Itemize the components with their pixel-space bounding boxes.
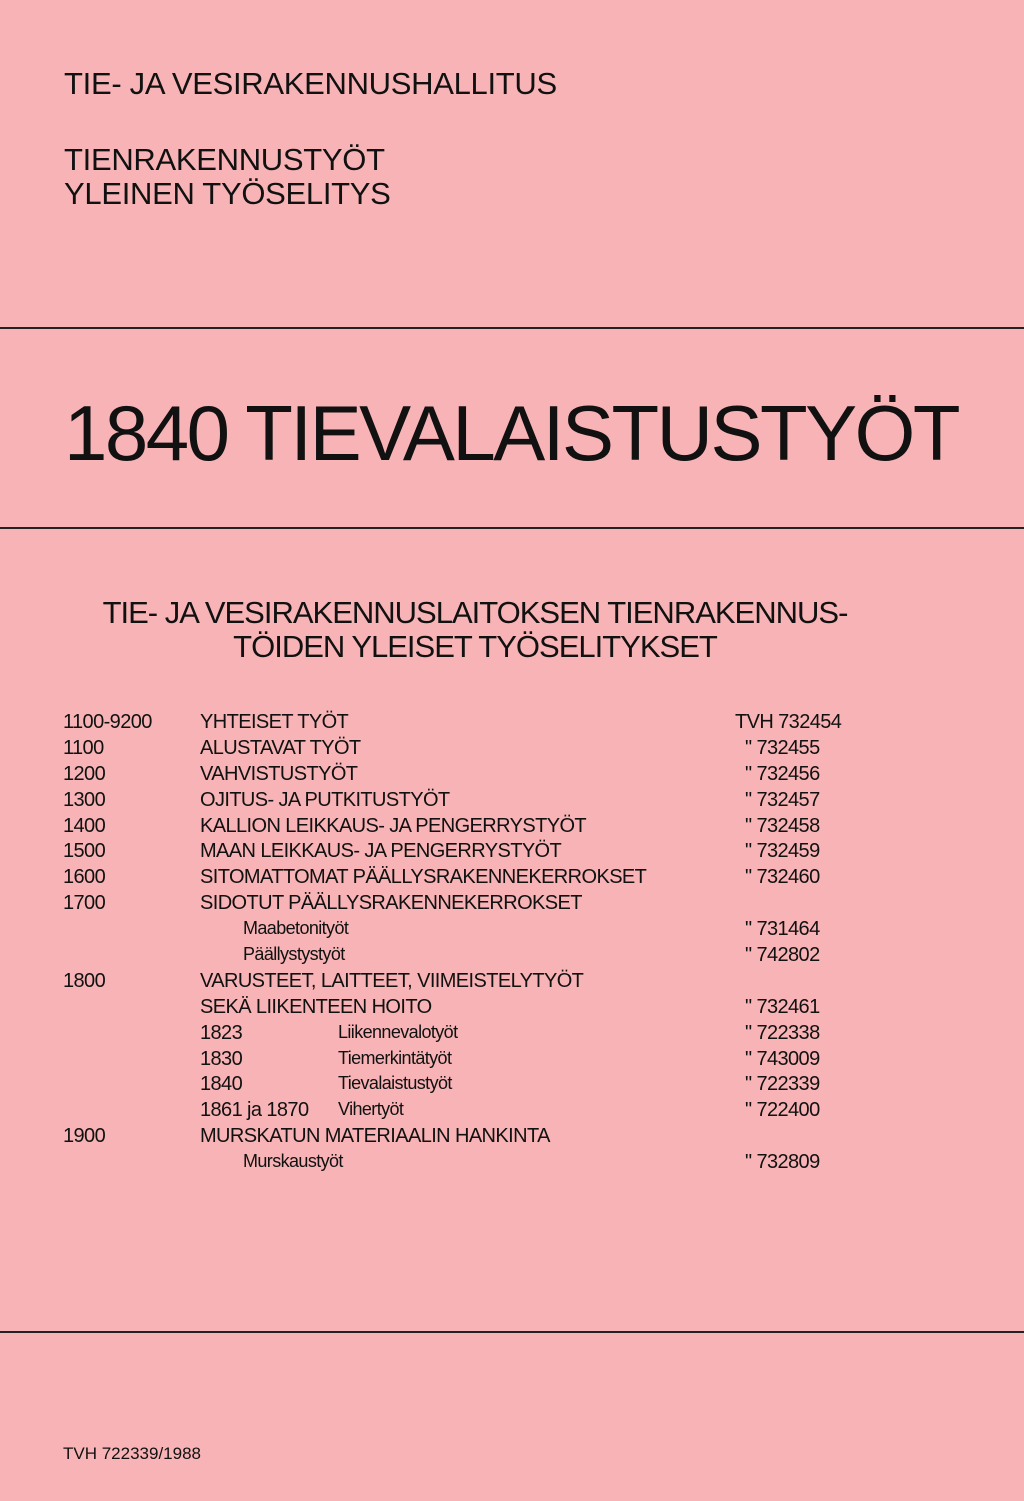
- table-row: [0, 737, 1024, 763]
- series-title-line: TIE- JA VESIRAKENNUSLAITOKSEN TIENRAKENNUS-: [102, 595, 848, 630]
- row-label: Vihertyöt: [338, 1099, 404, 1120]
- row-subcode: 1823: [200, 1021, 243, 1044]
- row-reference: " 732457: [745, 788, 820, 811]
- row-label: SITOMATTOMAT PÄÄLLYSRAKENNEKERROKSET: [200, 866, 647, 889]
- row-label: VARUSTEET, LAITTEET, VIIMEISTELYTYÖT: [200, 969, 584, 992]
- row-label: ALUSTAVAT TYÖT: [200, 736, 361, 759]
- row-reference: " 732460: [745, 866, 820, 889]
- publication-table: [0, 711, 1024, 1177]
- document-title: 1840 TIEVALAISTUSTYÖT: [64, 389, 958, 477]
- row-code: 1200: [63, 762, 106, 785]
- row-label: MAAN LEIKKAUS- JA PENGERRYSTYÖT: [200, 840, 562, 863]
- table-row: [0, 1151, 1024, 1177]
- table-row: [0, 763, 1024, 789]
- row-label: Maabetonityöt: [243, 918, 349, 939]
- row-label: MURSKATUN MATERIAALIN HANKINTA: [200, 1125, 550, 1148]
- row-label: SEKÄ LIIKENTEEN HOITO: [200, 995, 432, 1018]
- row-subcode: 1840: [200, 1073, 243, 1096]
- divider: [0, 527, 1024, 529]
- row-subcode: 1861 ja 1870: [200, 1099, 309, 1122]
- table-row: [0, 944, 1024, 970]
- row-reference: " 732455: [745, 736, 820, 759]
- table-row: [0, 1125, 1024, 1151]
- table-row: [0, 892, 1024, 918]
- organization-name: TIE- JA VESIRAKENNUSHALLITUS: [64, 66, 557, 101]
- row-label: SIDOTUT PÄÄLLYSRAKENNEKERROKSET: [200, 892, 582, 915]
- row-reference: " 722339: [745, 1073, 820, 1096]
- table-row: [0, 711, 1024, 737]
- table-row: [0, 1048, 1024, 1074]
- table-row: [0, 789, 1024, 815]
- row-label: KALLION LEIKKAUS- JA PENGERRYSTYÖT: [200, 814, 587, 837]
- table-row: [0, 1022, 1024, 1048]
- row-code: 1300: [63, 788, 106, 811]
- table-row: [0, 1099, 1024, 1125]
- divider: [0, 1331, 1024, 1333]
- row-label: OJITUS- JA PUTKITUSTYÖT: [200, 788, 450, 811]
- document-number: TVH 722339/1988: [63, 1444, 201, 1463]
- table-row: [0, 996, 1024, 1022]
- row-reference: " 732456: [745, 762, 820, 785]
- row-code: 1100-9200: [63, 711, 152, 733]
- divider: [0, 327, 1024, 329]
- row-label: Murskaustyöt: [243, 1151, 343, 1172]
- row-subcode: 1830: [200, 1047, 243, 1070]
- row-code: 1900: [63, 1125, 106, 1148]
- row-label: YHTEISET TYÖT: [200, 711, 349, 733]
- row-code: 1800: [63, 969, 106, 992]
- category-subtitle: YLEINEN TYÖSELITYS: [64, 176, 391, 211]
- series-title-line: TÖIDEN YLEISET TYÖSELITYKSET: [233, 629, 717, 664]
- row-reference: " 722338: [745, 1021, 820, 1044]
- row-code: 1600: [63, 866, 106, 889]
- row-label: VAHVISTUSTYÖT: [200, 762, 358, 785]
- row-reference: " 722400: [745, 1099, 820, 1122]
- category-title: TIENRAKENNUSTYÖT: [64, 142, 385, 177]
- row-label: Päällystystyöt: [243, 944, 345, 965]
- row-code: 1100: [63, 736, 104, 759]
- row-code: 1500: [63, 840, 106, 863]
- table-row: [0, 970, 1024, 996]
- row-label: Tievalaistustyöt: [338, 1073, 452, 1094]
- row-label: Liikennevalotyöt: [338, 1021, 458, 1042]
- row-reference: " 732809: [745, 1151, 820, 1174]
- row-reference: " 743009: [745, 1047, 820, 1070]
- table-row: [0, 866, 1024, 892]
- table-row: [0, 1073, 1024, 1099]
- row-code: 1700: [63, 892, 106, 915]
- row-reference: " 732461: [745, 995, 820, 1018]
- table-row: [0, 840, 1024, 866]
- row-reference: " 732458: [745, 814, 820, 837]
- row-reference: " 732459: [745, 840, 820, 863]
- row-reference: TVH 732454: [735, 711, 842, 733]
- row-code: 1400: [63, 814, 106, 837]
- table-row: [0, 918, 1024, 944]
- table-row: [0, 815, 1024, 841]
- row-reference: " 742802: [745, 944, 820, 967]
- row-reference: " 731464: [745, 918, 820, 941]
- series-title: [60, 596, 890, 664]
- row-label: Tiemerkintätyöt: [338, 1047, 452, 1068]
